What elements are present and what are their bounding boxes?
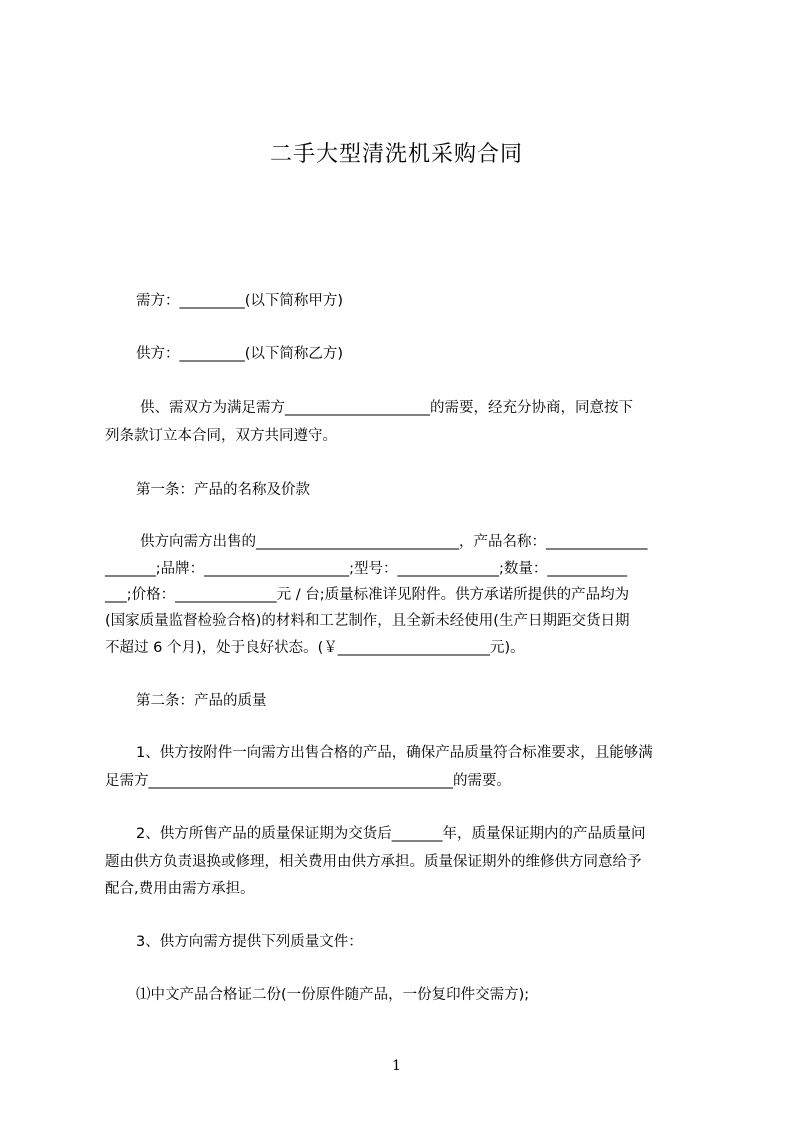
article-2-item-2-line-2: 题由供方负责退换或修理，相关费用由供方承担。质量保证期外的维修供方同意给予 xyxy=(105,854,642,870)
article-1-line-3: ___;价格：______________元 / 台;质量标准详见附件。供方承诺所提供的产品均为 xyxy=(105,587,630,603)
article-2-item-3: 3、供方向需方提供下列质量文件： xyxy=(136,934,363,950)
article-2-item-2-line-1: 2、供方所售产品的质量保证期为交货后_______年，质量保证期内的产品质量问 xyxy=(136,826,646,842)
article-2-item-3-sub-1: ⑴中文产品合格证二份(一份原件随产品，一份复印件交需方); xyxy=(136,987,530,1003)
intro-line-1: 供、需双方为满足需方____________________的需要，经充分协商，同意按下 xyxy=(140,400,633,416)
article-1-line-2: _______;品牌：____________________;型号：______________;数量：___________ xyxy=(105,561,628,577)
article-1-line-5: 不超过 6 个月)，处于良好状态。(￥_____________________元)。 xyxy=(105,640,525,656)
page-title: 二手大型清洗机采购合同 xyxy=(269,142,523,167)
page-number: 1 xyxy=(392,1058,401,1074)
intro-line-2: 列条款订立本合同，双方共同遵守。 xyxy=(105,428,337,444)
article-1-line-4: (国家质量监督检验合格)的材料和工艺制作，且全新未经使用(生产日期距交货日期 xyxy=(105,613,630,629)
article-2-item-1-line-1: 1、供方按附件一向需方出售合格的产品，确保产品质量符合标准要求，且能够满 xyxy=(136,745,653,761)
buyer-line: 需方：_________(以下简称甲方) xyxy=(136,293,344,309)
article-2-item-2-line-3: 配合,费用由需方承担。 xyxy=(105,881,255,897)
article-1-heading: 第一条：产品的名称及价款 xyxy=(136,482,310,498)
article-2-heading: 第二条：产品的质量 xyxy=(136,693,267,709)
article-1-line-1: 供方向需方出售的____________________________，产品名称：______________ xyxy=(140,534,648,550)
article-2-item-1-line-2: 足需方__________________________________________的需要。 xyxy=(105,773,511,789)
seller-line: 供方：_________(以下简称乙方) xyxy=(136,346,344,362)
